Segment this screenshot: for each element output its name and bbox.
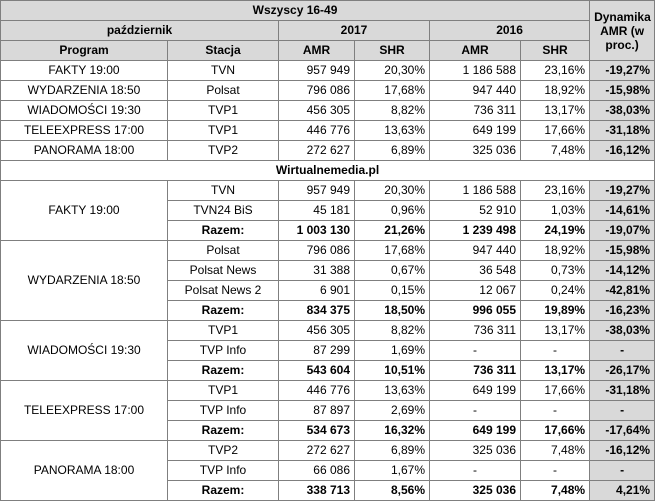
month-header: październik	[1, 21, 279, 41]
shr-2016-cell: 1,03%	[521, 201, 590, 221]
amr-2017-cell: 957 949	[279, 61, 355, 81]
shr-2017-cell: 6,89%	[355, 441, 430, 461]
header-row-years	[1, 21, 655, 41]
program-cell: WYDARZENIA 18:50	[1, 81, 168, 101]
program-cell: FAKTY 19:00	[1, 181, 168, 241]
shr-2017-cell: 0,15%	[355, 281, 430, 301]
dynamics-cell: -15,98%	[590, 81, 655, 101]
shr-2016-cell: 23,16%	[521, 181, 590, 201]
group-header: Wszyscy 16-49	[1, 1, 590, 21]
station-column-header: Stacja	[168, 41, 279, 61]
amr-2016-cell: 52 910	[430, 201, 521, 221]
amr-2016-cell: 736 311	[430, 321, 521, 341]
station-cell: TVP1	[168, 101, 279, 121]
amr-2016-cell: 1 239 498	[430, 221, 521, 241]
shr-2016-cell: 13,17%	[521, 361, 590, 381]
amr-2017-cell: 446 776	[279, 121, 355, 141]
amr-2016-cell: 947 440	[430, 241, 521, 261]
station-cell: Polsat News 2	[168, 281, 279, 301]
dynamics-cell: 4,21%	[590, 481, 655, 501]
amr-2017-cell: 338 713	[279, 481, 355, 501]
station-cell: TVN24 BiS	[168, 201, 279, 221]
amr-2016-cell: 996 055	[430, 301, 521, 321]
amr-2016-cell: -	[430, 341, 521, 361]
dynamics-cell: -14,61%	[590, 201, 655, 221]
amr-2017-cell: 87 299	[279, 341, 355, 361]
dynamics-cell: -	[590, 401, 655, 421]
shr-2016-cell: 24,19%	[521, 221, 590, 241]
dynamics-cell: -16,23%	[590, 301, 655, 321]
shr-2016-cell: 17,66%	[521, 421, 590, 441]
shr-2017-cell: 17,68%	[355, 241, 430, 261]
amr-2016-cell: 1 186 588	[430, 61, 521, 81]
amr-2017-column-header: AMR	[279, 41, 355, 61]
amr-2016-cell: 1 186 588	[430, 181, 521, 201]
station-cell: TVP1	[168, 381, 279, 401]
shr-2016-cell: 18,92%	[521, 81, 590, 101]
shr-2017-cell: 1,67%	[355, 461, 430, 481]
station-cell: TVN	[168, 61, 279, 81]
station-cell: TVP2	[168, 441, 279, 461]
shr-2016-cell: 17,66%	[521, 121, 590, 141]
amr-2016-cell: -	[430, 461, 521, 481]
dynamics-cell: -17,64%	[590, 421, 655, 441]
dynamics-header: Dynamika AMR (w proc.)	[590, 1, 655, 61]
table-row	[1, 321, 655, 341]
shr-2017-cell: 20,30%	[355, 61, 430, 81]
amr-2016-cell: 325 036	[430, 441, 521, 461]
shr-2017-cell: 0,96%	[355, 201, 430, 221]
amr-2017-cell: 272 627	[279, 441, 355, 461]
amr-2017-cell: 834 375	[279, 301, 355, 321]
dynamics-cell: -31,18%	[590, 381, 655, 401]
amr-2017-cell: 45 181	[279, 201, 355, 221]
dynamics-cell: -15,98%	[590, 241, 655, 261]
amr-2017-cell: 272 627	[279, 141, 355, 161]
shr-2016-cell: 7,48%	[521, 441, 590, 461]
table-row	[1, 141, 655, 161]
site-label: Wirtualnemedia.pl	[1, 161, 655, 181]
program-cell: WIADOMOŚCI 19:30	[1, 101, 168, 121]
amr-2016-cell: 947 440	[430, 81, 521, 101]
total-label: Razem:	[168, 221, 279, 241]
amr-2016-cell: 12 067	[430, 281, 521, 301]
shr-2017-column-header: SHR	[355, 41, 430, 61]
shr-2016-cell: 23,16%	[521, 61, 590, 81]
amr-2017-cell: 446 776	[279, 381, 355, 401]
station-cell: TVP Info	[168, 461, 279, 481]
shr-2017-cell: 8,56%	[355, 481, 430, 501]
year-2016-header: 2016	[430, 21, 590, 41]
shr-2016-cell: -	[521, 401, 590, 421]
amr-2017-cell: 456 305	[279, 101, 355, 121]
amr-2017-cell: 87 897	[279, 401, 355, 421]
amr-2017-cell: 6 901	[279, 281, 355, 301]
amr-2016-cell: 649 199	[430, 121, 521, 141]
station-cell: TVN	[168, 181, 279, 201]
dynamics-cell: -	[590, 341, 655, 361]
shr-2017-cell: 8,82%	[355, 321, 430, 341]
shr-2017-cell: 21,26%	[355, 221, 430, 241]
dynamics-cell: -19,27%	[590, 61, 655, 81]
station-cell: TVP1	[168, 321, 279, 341]
shr-2016-cell: -	[521, 461, 590, 481]
dynamics-cell: -16,12%	[590, 441, 655, 461]
program-cell: PANORAMA 18:00	[1, 441, 168, 501]
amr-2017-cell: 1 003 130	[279, 221, 355, 241]
amr-2017-cell: 796 086	[279, 241, 355, 261]
site-row	[1, 161, 655, 181]
station-cell: Polsat	[168, 241, 279, 261]
amr-2016-cell: 325 036	[430, 141, 521, 161]
amr-2016-cell: 736 311	[430, 361, 521, 381]
total-label: Razem:	[168, 481, 279, 501]
shr-2016-cell: 7,48%	[521, 481, 590, 501]
amr-2016-cell: -	[430, 401, 521, 421]
shr-2016-cell: 7,48%	[521, 141, 590, 161]
amr-2017-cell: 534 673	[279, 421, 355, 441]
station-cell: TVP2	[168, 141, 279, 161]
amr-2017-cell: 31 388	[279, 261, 355, 281]
program-cell: FAKTY 19:00	[1, 61, 168, 81]
shr-2017-cell: 20,30%	[355, 181, 430, 201]
shr-2017-cell: 17,68%	[355, 81, 430, 101]
dynamics-cell: -16,12%	[590, 141, 655, 161]
amr-2016-cell: 36 548	[430, 261, 521, 281]
shr-2016-cell: 0,73%	[521, 261, 590, 281]
header-row-columns	[1, 41, 655, 61]
station-cell: Polsat News	[168, 261, 279, 281]
shr-2017-cell: 0,67%	[355, 261, 430, 281]
program-cell: PANORAMA 18:00	[1, 141, 168, 161]
amr-2017-cell: 543 604	[279, 361, 355, 381]
shr-2017-cell: 16,32%	[355, 421, 430, 441]
program-cell: WIADOMOŚCI 19:30	[1, 321, 168, 381]
shr-2016-cell: -	[521, 341, 590, 361]
table-row	[1, 61, 655, 81]
dynamics-cell: -	[590, 461, 655, 481]
dynamics-cell: -14,12%	[590, 261, 655, 281]
shr-2017-cell: 8,82%	[355, 101, 430, 121]
dynamics-cell: -31,18%	[590, 121, 655, 141]
shr-2016-cell: 0,24%	[521, 281, 590, 301]
dynamics-cell: -26,17%	[590, 361, 655, 381]
amr-2016-cell: 325 036	[430, 481, 521, 501]
shr-2016-column-header: SHR	[521, 41, 590, 61]
year-2017-header: 2017	[279, 21, 430, 41]
program-cell: WYDARZENIA 18:50	[1, 241, 168, 321]
shr-2016-cell: 19,89%	[521, 301, 590, 321]
shr-2017-cell: 18,50%	[355, 301, 430, 321]
shr-2016-cell: 17,66%	[521, 381, 590, 401]
total-label: Razem:	[168, 421, 279, 441]
amr-2017-cell: 456 305	[279, 321, 355, 341]
amr-2016-cell: 649 199	[430, 381, 521, 401]
amr-2017-cell: 66 086	[279, 461, 355, 481]
shr-2017-cell: 13,63%	[355, 121, 430, 141]
station-cell: TVP Info	[168, 341, 279, 361]
header-row-group	[1, 1, 655, 21]
amr-2016-column-header: AMR	[430, 41, 521, 61]
station-cell: Polsat	[168, 81, 279, 101]
program-column-header: Program	[1, 41, 168, 61]
amr-2016-cell: 649 199	[430, 421, 521, 441]
station-cell: TVP Info	[168, 401, 279, 421]
dynamics-cell: -19,27%	[590, 181, 655, 201]
shr-2016-cell: 18,92%	[521, 241, 590, 261]
table-row	[1, 381, 655, 401]
table-row	[1, 121, 655, 141]
table-row	[1, 81, 655, 101]
total-label: Razem:	[168, 361, 279, 381]
dynamics-cell: -19,07%	[590, 221, 655, 241]
amr-2016-cell: 736 311	[430, 101, 521, 121]
shr-2017-cell: 1,69%	[355, 341, 430, 361]
dynamics-cell: -38,03%	[590, 321, 655, 341]
shr-2017-cell: 10,51%	[355, 361, 430, 381]
shr-2017-cell: 2,69%	[355, 401, 430, 421]
dynamics-cell: -38,03%	[590, 101, 655, 121]
shr-2017-cell: 6,89%	[355, 141, 430, 161]
amr-2017-cell: 796 086	[279, 81, 355, 101]
dynamics-cell: -42,81%	[590, 281, 655, 301]
station-cell: TVP1	[168, 121, 279, 141]
total-label: Razem:	[168, 301, 279, 321]
program-cell: TELEEXPRESS 17:00	[1, 381, 168, 441]
table-row	[1, 181, 655, 201]
table-row	[1, 241, 655, 261]
shr-2016-cell: 13,17%	[521, 101, 590, 121]
table-row	[1, 441, 655, 461]
table-row	[1, 101, 655, 121]
amr-2017-cell: 957 949	[279, 181, 355, 201]
program-cell: TELEEXPRESS 17:00	[1, 121, 168, 141]
shr-2017-cell: 13,63%	[355, 381, 430, 401]
shr-2016-cell: 13,17%	[521, 321, 590, 341]
